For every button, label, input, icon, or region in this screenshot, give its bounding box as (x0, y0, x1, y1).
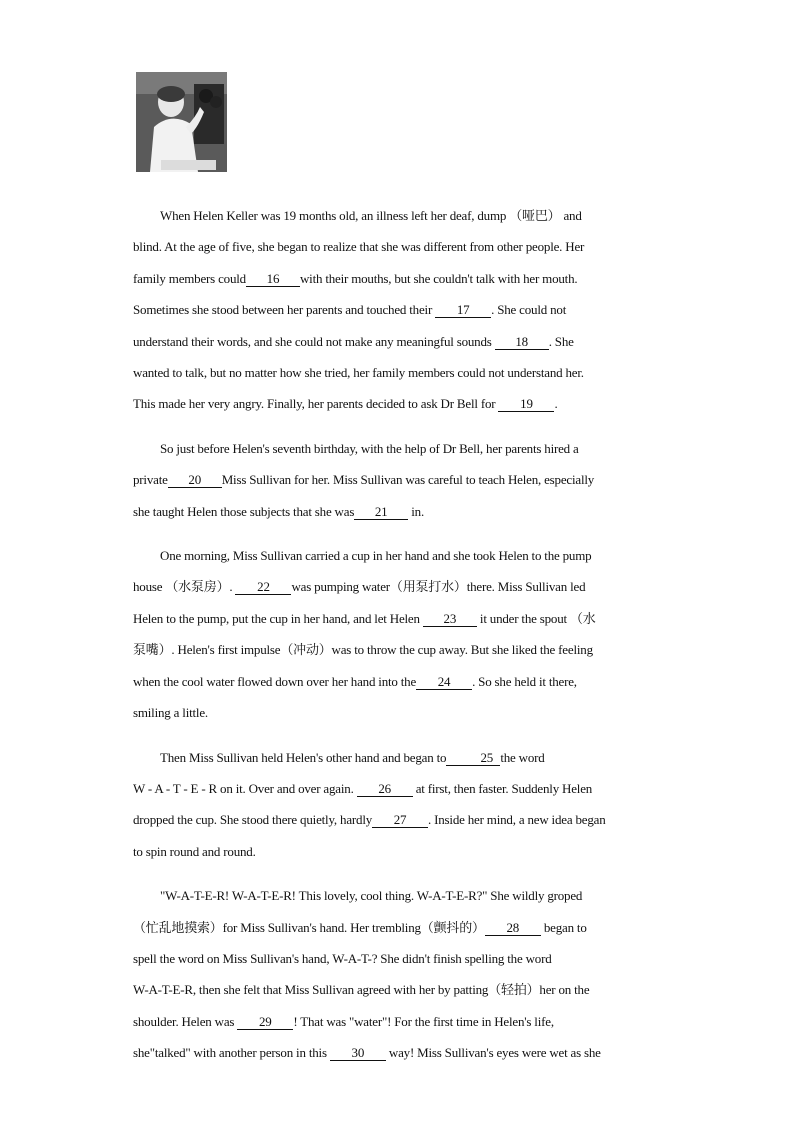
text-segment: W - A - T - E - R on it. Over and over again. (133, 780, 357, 796)
text-segment: wanted to talk, but no matter how she tried, her family members could not understand her. (133, 365, 584, 381)
text-line (133, 200, 658, 231)
answer-blank[interactable]: 19 (498, 397, 554, 412)
text-line (133, 1037, 658, 1068)
answer-blank[interactable]: 18 (495, 335, 549, 350)
text-segment: This made her very angry. Finally, her parents decided to ask Dr Bell for (133, 396, 499, 412)
photo-illustration (136, 72, 227, 172)
text-segment: 泵嘴）. Helen's first impulse（冲动）was to throw the cup away. But she liked the feeling (133, 642, 593, 658)
text-line (133, 496, 658, 527)
text-line (133, 836, 658, 867)
text-line (133, 1006, 658, 1037)
text-segment: at first, then faster. Suddenly Helen (412, 780, 593, 796)
text-line (133, 294, 658, 325)
answer-blank[interactable]: 28 (485, 921, 541, 936)
text-segment: private (133, 472, 168, 488)
text-line (133, 943, 658, 974)
passage-text (133, 200, 658, 1082)
text-line (133, 571, 658, 602)
paragraph (133, 540, 658, 728)
text-line (133, 263, 658, 294)
answer-blank[interactable]: 17 (435, 303, 491, 318)
text-line (133, 326, 658, 357)
text-line (133, 666, 658, 697)
text-line (133, 388, 658, 419)
text-segment: house （水泵房）. (133, 579, 236, 595)
text-line (133, 974, 658, 1005)
text-line (133, 464, 658, 495)
text-segment: with their mouths, but she couldn't talk with her mouth. (299, 270, 578, 286)
text-line (133, 742, 658, 773)
text-segment: she taught Helen those subjects that she was (133, 503, 355, 519)
text-line (133, 433, 658, 464)
paragraph (133, 433, 658, 527)
text-line (133, 912, 658, 943)
text-segment: Miss Sullivan for her. Miss Sullivan was careful to teach Helen, especially (221, 472, 595, 488)
text-line (133, 540, 658, 571)
answer-blank[interactable]: 22 (235, 580, 291, 595)
text-line (133, 357, 658, 388)
text-line (133, 634, 658, 665)
text-segment: Sometimes she stood between her parents and touched their (133, 302, 436, 318)
text-segment: Then Miss Sullivan held Helen's other hand and began to (160, 749, 447, 765)
text-segment: was pumping water（用泵打水）there. Miss Sullivan led (291, 579, 586, 595)
text-segment: when the cool water flowed down over her hand into the (133, 673, 417, 689)
answer-blank[interactable]: 27 (372, 813, 428, 828)
text-segment: . Inside her mind, a new idea began (428, 812, 606, 828)
text-segment: blind. At the age of five, she began to realize that she was different from other people. Her (133, 239, 585, 255)
paragraph (133, 200, 658, 420)
text-segment: understand their words, and she could not make any meaningful sounds (133, 333, 495, 349)
text-segment: way! Miss Sullivan's eyes were wet as she (385, 1045, 601, 1061)
text-line (133, 697, 658, 728)
text-segment: "W-A-T-E-R! W-A-T-E-R! This lovely, cool thing. W-A-T-E-R?" She wildly groped (160, 888, 583, 904)
text-segment: she"talked" with another person in this (133, 1045, 330, 1061)
text-segment: So just before Helen's seventh birthday, with the help of Dr Bell, her parents hired a (160, 440, 579, 456)
text-segment: One morning, Miss Sullivan carried a cup in her hand and she took Helen to the pump (160, 548, 592, 564)
text-segment: ! That was "water"! For the first time in Helen's life, (293, 1013, 554, 1029)
answer-blank[interactable]: 30 (330, 1046, 386, 1061)
answer-blank[interactable]: 20 (168, 473, 222, 488)
text-line (133, 804, 658, 835)
text-line (133, 773, 658, 804)
answer-blank[interactable]: 26 (357, 782, 413, 797)
paragraph (133, 742, 658, 868)
text-segment: . She could not (491, 302, 567, 318)
text-segment: （忙乱地摸索）for Miss Sullivan's hand. Her trembling（颤抖的） (133, 919, 485, 935)
answer-blank[interactable]: 21 (354, 505, 408, 520)
text-segment: shoulder. Helen was (133, 1013, 238, 1029)
helen-keller-photo (136, 72, 227, 172)
text-segment: . So she held it there, (472, 673, 577, 689)
text-segment: dropped the cup. She stood there quietly, hardly (133, 812, 373, 828)
text-segment: When Helen Keller was 19 months old, an illness left her deaf, dump （哑巴） and (160, 208, 582, 223)
answer-blank[interactable]: 23 (423, 612, 477, 627)
text-segment: spell the word on Miss Sullivan's hand, W-A-T-? She didn't finish spelling the word (133, 950, 552, 966)
text-segment: the word (500, 749, 545, 765)
text-line (133, 603, 658, 634)
answer-blank[interactable]: 29 (237, 1015, 293, 1030)
text-segment: to spin round and round. (133, 843, 256, 859)
text-segment: smiling a little. (133, 705, 208, 721)
text-segment: Helen to the pump, put the cup in her hand, and let Helen (133, 610, 423, 626)
text-segment: began to (540, 919, 587, 935)
answer-blank[interactable]: 25 (446, 751, 500, 766)
text-line (133, 880, 658, 911)
answer-blank[interactable]: 16 (246, 272, 300, 287)
text-segment: W-A-T-E-R, then she felt that Miss Sullivan agreed with her by patting（轻拍）her on the (133, 982, 590, 998)
paragraph (133, 880, 658, 1068)
text-segment: family members could (133, 270, 246, 286)
text-line (133, 231, 658, 262)
text-segment: it under the spout （水 (476, 610, 596, 626)
text-segment: . (554, 396, 558, 412)
text-segment: in. (408, 503, 424, 519)
answer-blank[interactable]: 24 (416, 675, 472, 690)
text-segment: . She (548, 333, 574, 349)
